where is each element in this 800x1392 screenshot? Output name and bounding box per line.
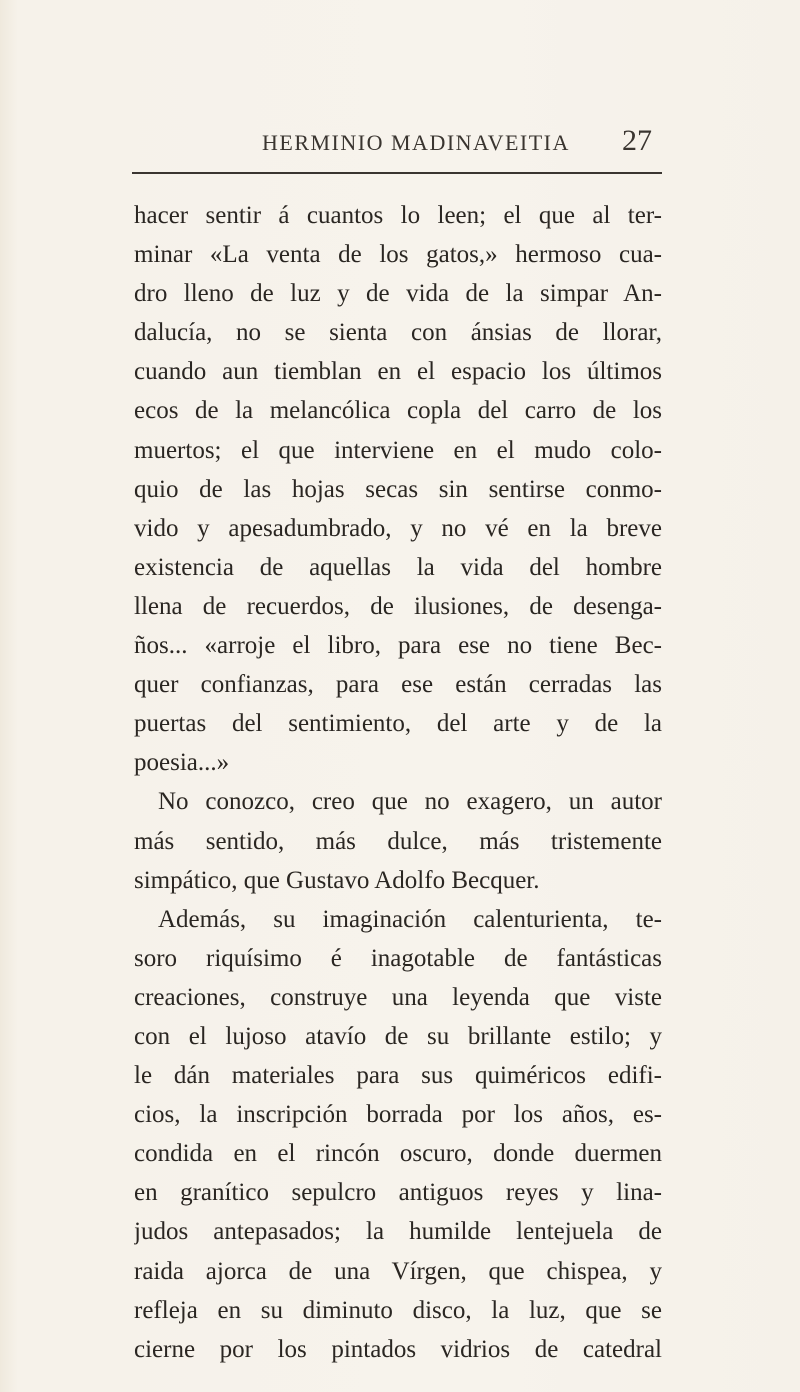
text-line: Además, su imaginación calenturienta, te-	[158, 905, 662, 933]
text-line: cierne por los pintados vidrios de catedral	[134, 1335, 662, 1363]
text-line: existencia de aquellas la vida del hombre	[134, 553, 662, 581]
text-line: minar «La venta de los gatos,» hermoso cua-	[134, 241, 662, 269]
text-line: cuando aun tiemblan en el espacio los últimos	[134, 358, 662, 386]
text-line: judos antepasados; la humilde lentejuela de	[134, 1218, 662, 1246]
text-line: muertos; el que interviene en el mudo colo-	[134, 436, 662, 464]
text-line: dro lleno de luz y de vida de la simpar An-	[134, 280, 662, 308]
text-line: refleja en su diminuto disco, la luz, que se	[134, 1296, 662, 1324]
text-line: ños... «arroje el libro, para ese no tiene Bec-	[134, 632, 662, 660]
text-line: creaciones, construye una leyenda que viste	[134, 983, 662, 1011]
body-text	[134, 196, 662, 1369]
text-line: condida en el rincón oscuro, donde duermen	[134, 1140, 662, 1168]
text-line: hacer sentir á cuantos lo leen; el que al ter-	[134, 202, 662, 229]
text-line: raida ajorca de una Vírgen, que chispea, y	[134, 1257, 662, 1285]
header-rule	[132, 172, 662, 174]
text-line: quio de las hojas secas sin sentirse conmo-	[134, 475, 662, 503]
text-line: con el lujoso atavío de su brillante estilo; y	[134, 1022, 662, 1050]
text-line: quer confianzas, para ese están cerradas las	[134, 671, 662, 699]
text-line: vido y apesadumbrado, y no vé en la breve	[134, 514, 662, 542]
page-number: 27	[622, 124, 652, 157]
text-line: cios, la inscripción borrada por los años, es-	[134, 1101, 662, 1129]
text-line: No conozco, creo que no exagero, un autor	[158, 788, 662, 816]
text-line: más sentido, más dulce, más tristemente	[134, 827, 662, 855]
text-line: soro riquísimo é inagotable de fantásticas	[134, 944, 662, 972]
text-line: puertas del sentimiento, del arte y de la	[134, 710, 662, 738]
text-line: en granítico sepulcro antiguos reyes y lina-	[134, 1179, 662, 1207]
text-line: simpático, que Gustavo Adolfo Becquer.	[134, 866, 540, 894]
text-line: dalucía, no se sienta con ánsias de llorar,	[134, 319, 662, 347]
text-line: ecos de la melancólica copla del carro de los	[134, 397, 662, 425]
running-head: HERMINIO MADINAVEITIA	[262, 130, 570, 155]
text-line: llena de recuerdos, de ilusiones, de desenga-	[134, 592, 662, 620]
page-header	[120, 124, 660, 164]
text-line: le dán materiales para sus quiméricos edifi-	[134, 1062, 662, 1090]
text-line: poesia...»	[134, 749, 230, 777]
